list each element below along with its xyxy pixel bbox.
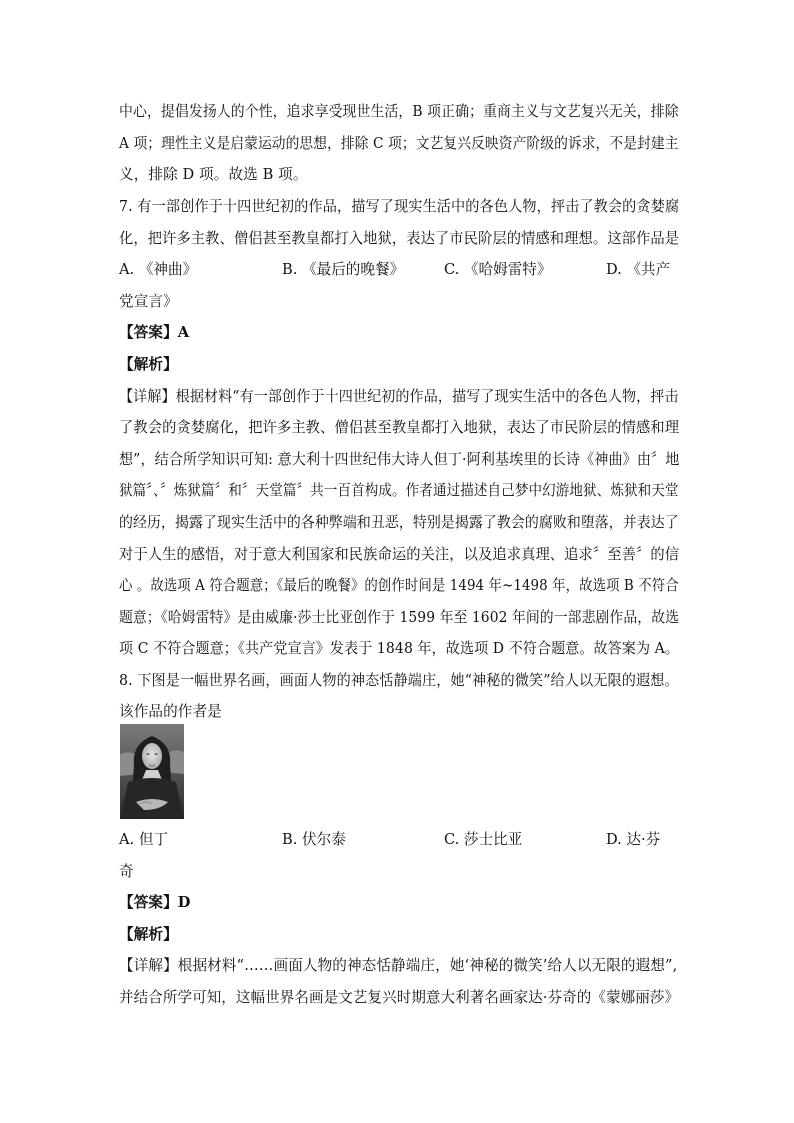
- question-7-option-a: A. 《神曲》: [119, 261, 198, 278]
- question-7-detail-line-4: 狱篇〞、〞炼狱篇〞和〞天堂篇〞共一百首构成。作者通过描述自己梦中幻游地狱、炼狱和天堂: [119, 482, 679, 499]
- question-7-detail-line-5: 的经历，揭露了现实生活中的各种弊端和丑恶，特别是揭露了教会的腐败和堕落，并表达了: [119, 514, 679, 531]
- question-8-option-d-continued: 奇: [119, 863, 134, 880]
- question-7-detail-line-9: 项 C 不符合题意；《共产党宣言》发表于 1848 年，故选项 D 不符合题意。故答案为 A。: [119, 640, 680, 657]
- question-8-answer: 【答案】D: [119, 894, 191, 911]
- question-8-option-b: B. 伏尔泰: [282, 831, 346, 848]
- question-7-analysis-heading: 【解析】: [119, 356, 178, 373]
- question-7-answer: 【答案】A: [119, 324, 190, 341]
- question-8-option-a: A. 但丁: [119, 831, 169, 848]
- question-8-analysis-heading: 【解析】: [119, 926, 178, 943]
- question-7-detail-line-3: 想”，结合所学知识可知: 意大利十四世纪伟大诗人但丁·阿利基埃里的长诗《神曲》由〞地: [119, 451, 680, 468]
- question-7-detail-line-6: 对于人生的感悟，对于意大利国家和民族命运的关注，以及追求真理、追求〞至善〞的信: [119, 546, 680, 563]
- mona-lisa-painting: [120, 724, 184, 819]
- question-7-option-c: C. 《哈姆雷特》: [444, 261, 552, 278]
- intro-line-2: A 项；理性主义是启蒙运动的思想，排除 C 项；文艺复兴反映资产阶级的诉求，不是封建主: [119, 135, 679, 152]
- question-7-stem-line-2: 化，把许多主教、僧侣甚至教皇都打入地狱，表达了市民阶层的情感和理想。这部作品是: [119, 230, 680, 247]
- question-7-detail-line-2: 了教会的贪婪腐化，把许多主教、僧侣甚至教皇都打入地狱，表达了市民阶层的情感和理: [119, 419, 680, 436]
- question-8-option-c: C. 莎士比亚: [444, 831, 523, 848]
- question-8-detail-line-2: 并结合所学可知，这幅世界名画是文艺复兴时期意大利著名画家达·芬奇的《蒙娜丽莎》: [119, 989, 680, 1006]
- question-7-option-d: D. 《共产: [606, 261, 671, 278]
- intro-line-1: 中心，提倡发扬人的个性，追求享受现世生活，B 项正确；重商主义与文艺复兴无关，排除: [119, 103, 679, 120]
- question-8-stem-line-2: 该作品的作者是: [119, 703, 222, 720]
- question-7-option-d-continued: 党宣言》: [119, 293, 178, 310]
- question-8-option-d: D. 达·芬: [606, 831, 661, 848]
- question-7-detail-line-8: 题意；《哈姆雷特》是由威廉·莎士比亚创作于 1599 年至 1602 年间的一部悲剧作品，故选: [119, 609, 680, 626]
- question-8-stem-line-1: 8. 下图是一幅世界名画，画面人物的神态恬静端庄，她“神秘的微笑”给人以无限的遐想。: [119, 672, 679, 689]
- intro-line-3: 义，排除 D 项。故选 B 项。: [119, 166, 308, 183]
- question-7-detail-line-7: 心 。故选项 A 符合题意；《最后的晚餐》的创作时间是 1494 年~1498 年，故选项 B 不符合: [119, 577, 679, 594]
- question-7-detail-line-1: 【详解】根据材料“有一部创作于十四世纪初的作品，描写了现实生活中的各色人物，抨击: [119, 388, 679, 405]
- question-8-detail-line-1: 【详解】根据材料“……画面人物的神态恬静端庄，她‘神秘的微笑’给人以无限的遐想”,: [119, 957, 678, 974]
- question-7-stem-line-1: 7. 有一部创作于十四世纪初的作品，描写了现实生活中的各色人物，抨击了教会的贪婪腐: [119, 198, 680, 215]
- question-7-option-b: B. 《最后的晚餐》: [282, 261, 405, 278]
